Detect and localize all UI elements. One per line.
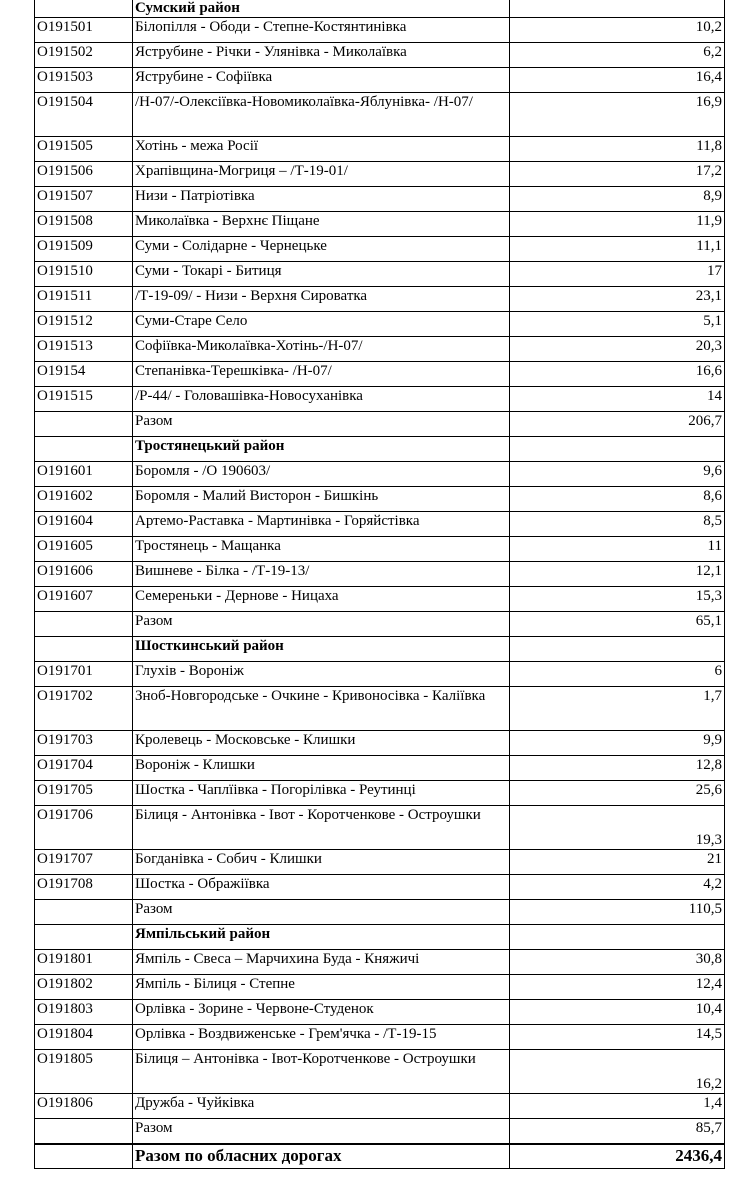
road-length-cell [510, 925, 725, 950]
table-row [35, 1050, 725, 1094]
road-name-cell: Вишневе - Білка - /Т-19-13/ [133, 562, 510, 587]
table-row [35, 1025, 725, 1050]
table-row [35, 512, 725, 537]
road-length-cell: 11 [510, 537, 725, 562]
road-code-cell [35, 0, 133, 18]
table-row [35, 68, 725, 93]
road-code-cell: О191606 [35, 562, 133, 587]
table-row [35, 362, 725, 387]
table-row [35, 43, 725, 68]
road-code-cell: О191704 [35, 756, 133, 781]
road-name-cell: Разом [133, 412, 510, 437]
road-code-cell [35, 637, 133, 662]
table-row [35, 950, 725, 975]
road-name-cell: Глухів - Вороніж [133, 662, 510, 687]
road-name-cell: Суми-Старе Село [133, 312, 510, 337]
road-name-cell: /Н-07/-Олексіївка-Новомиколаївка-Яблунівка- /Н-07/ [133, 93, 510, 137]
road-code-cell [35, 900, 133, 925]
road-name-cell: Степанівка-Терешківка- /Н-07/ [133, 362, 510, 387]
road-code-cell [35, 1144, 133, 1169]
road-name-cell: Яструбине - Софіївка [133, 68, 510, 93]
road-name-cell: Богданівка - Собич - Клишки [133, 850, 510, 875]
road-length-cell: 21 [510, 850, 725, 875]
road-length-cell: 11,1 [510, 237, 725, 262]
road-length-cell: 1,4 [510, 1094, 725, 1119]
road-code-cell: О191605 [35, 537, 133, 562]
road-name-cell: Разом [133, 1119, 510, 1144]
road-length-cell: 25,6 [510, 781, 725, 806]
table-row [35, 806, 725, 850]
road-code-cell: О191505 [35, 137, 133, 162]
road-code-cell [35, 925, 133, 950]
road-code-cell: О191708 [35, 875, 133, 900]
road-name-cell: Разом [133, 900, 510, 925]
road-code-cell: О191513 [35, 337, 133, 362]
road-length-cell: 14 [510, 387, 725, 412]
road-name-cell: Боромля - /О 190603/ [133, 462, 510, 487]
road-length-cell: 8,6 [510, 487, 725, 512]
road-name-cell: Білиця - Антонівка - Івот - Коротченкове - Остроушки [133, 806, 510, 850]
road-code-cell: О191512 [35, 312, 133, 337]
road-code-cell: О191604 [35, 512, 133, 537]
road-name-cell: Семереньки - Дернове - Ницаха [133, 587, 510, 612]
road-name-cell: Ямпіль - Білиця - Степне [133, 975, 510, 1000]
road-length-cell: 110,5 [510, 900, 725, 925]
table-row [35, 162, 725, 187]
table-row [35, 850, 725, 875]
road-length-cell: 65,1 [510, 612, 725, 637]
road-name-cell: Хотінь - межа Росії [133, 137, 510, 162]
road-code-cell: О191501 [35, 18, 133, 43]
table-row [35, 137, 725, 162]
road-code-cell: О191804 [35, 1025, 133, 1050]
road-length-cell: 16,4 [510, 68, 725, 93]
road-name-cell: Яструбине - Річки - Улянівка - Миколаївка [133, 43, 510, 68]
road-code-cell: О191509 [35, 237, 133, 262]
district-heading-row [35, 437, 725, 462]
table-row [35, 312, 725, 337]
road-length-cell: 10,2 [510, 18, 725, 43]
road-length-cell [510, 637, 725, 662]
road-length-cell [510, 437, 725, 462]
district-total-row [35, 612, 725, 637]
road-code-cell: О191702 [35, 687, 133, 731]
road-code-cell: О191803 [35, 1000, 133, 1025]
road-length-cell: 19,3 [510, 806, 725, 850]
grand-total-row [35, 1144, 725, 1169]
road-length-cell: 16,2 [510, 1050, 725, 1094]
road-name-cell: Кролевець - Московське - Клишки [133, 731, 510, 756]
district-total-row [35, 900, 725, 925]
road-code-cell: О191607 [35, 587, 133, 612]
road-name-cell: Ямпіль - Свеса – Марчихина Буда - Княжичі [133, 950, 510, 975]
road-length-cell: 4,2 [510, 875, 725, 900]
table-row [35, 237, 725, 262]
road-code-cell [35, 437, 133, 462]
road-length-cell: 16,9 [510, 93, 725, 137]
road-length-cell: 20,3 [510, 337, 725, 362]
road-name-cell: Орлівка - Зорине - Червоне-Студенок [133, 1000, 510, 1025]
table-row [35, 93, 725, 137]
district-total-row [35, 1119, 725, 1144]
road-name-cell: /Т-19-09/ - Низи - Верхня Сироватка [133, 287, 510, 312]
road-length-cell: 85,7 [510, 1119, 725, 1144]
road-length-cell: 12,1 [510, 562, 725, 587]
road-name-cell: Боромля - Малий Висторон - Бишкінь [133, 487, 510, 512]
road-code-cell: О191801 [35, 950, 133, 975]
road-code-cell: О191805 [35, 1050, 133, 1094]
road-length-cell: 206,7 [510, 412, 725, 437]
road-name-cell: Низи - Патріотівка [133, 187, 510, 212]
road-code-cell: О191503 [35, 68, 133, 93]
road-name-cell: Шостка - Ображіївка [133, 875, 510, 900]
district-name-cell: Тростянецький район [133, 437, 510, 462]
district-heading-row [35, 0, 725, 18]
road-code-cell: О191602 [35, 487, 133, 512]
road-length-cell: 6,2 [510, 43, 725, 68]
road-name-cell: Суми - Солідарне - Чернецьке [133, 237, 510, 262]
road-code-cell: О191502 [35, 43, 133, 68]
district-name-cell: Сумский район [133, 0, 510, 18]
road-name-cell: Зноб-Новгородське - Очкине - Кривоносівка - Каліївка [133, 687, 510, 731]
road-name-cell: /Р-44/ - Головашівка-Новосуханівка [133, 387, 510, 412]
table-row [35, 212, 725, 237]
table-row [35, 337, 725, 362]
table-row [35, 662, 725, 687]
table-row [35, 756, 725, 781]
road-name-cell: Артемо-Раставка - Мартинівка - Горяйстівка [133, 512, 510, 537]
table-row [35, 562, 725, 587]
table-row [35, 462, 725, 487]
table-row [35, 587, 725, 612]
road-code-cell: О191707 [35, 850, 133, 875]
road-code-cell: О191701 [35, 662, 133, 687]
road-name-cell: Разом [133, 612, 510, 637]
road-length-cell: 15,3 [510, 587, 725, 612]
road-code-cell: О19154 [35, 362, 133, 387]
table-row [35, 187, 725, 212]
table-row [35, 781, 725, 806]
district-heading-row [35, 925, 725, 950]
road-length-cell: 30,8 [510, 950, 725, 975]
table-row [35, 875, 725, 900]
road-code-cell: О191506 [35, 162, 133, 187]
road-code-cell: О191703 [35, 731, 133, 756]
table-row [35, 1000, 725, 1025]
district-name-cell: Шосткинський район [133, 637, 510, 662]
road-name-cell: Суми - Токарі - Битиця [133, 262, 510, 287]
road-name-cell: Миколаївка - Верхнє Піщане [133, 212, 510, 237]
table-row [35, 1094, 725, 1119]
road-code-cell [35, 1119, 133, 1144]
road-length-cell: 11,9 [510, 212, 725, 237]
table-row [35, 487, 725, 512]
road-length-cell: 23,1 [510, 287, 725, 312]
road-length-cell: 14,5 [510, 1025, 725, 1050]
district-total-row [35, 412, 725, 437]
road-code-cell [35, 612, 133, 637]
road-name-cell: Білиця – Антонівка - Івот-Коротченкове - Остроушки [133, 1050, 510, 1094]
road-length-cell: 6 [510, 662, 725, 687]
road-name-cell: Разом по обласних дорогах [133, 1144, 510, 1169]
road-length-cell: 5,1 [510, 312, 725, 337]
table-row [35, 18, 725, 43]
road-code-cell: О191601 [35, 462, 133, 487]
road-length-cell: 17 [510, 262, 725, 287]
table-body [35, 0, 725, 1169]
road-name-cell: Орлівка - Воздвиженське - Грем'ячка - /Т-19-15 [133, 1025, 510, 1050]
road-name-cell: Храпівщина-Могриця – /Т-19-01/ [133, 162, 510, 187]
road-length-cell: 2436,4 [510, 1144, 725, 1169]
district-heading-row [35, 637, 725, 662]
table-row [35, 731, 725, 756]
district-name-cell: Ямпільський район [133, 925, 510, 950]
road-length-cell: 9,9 [510, 731, 725, 756]
road-code-cell [35, 412, 133, 437]
road-name-cell: Вороніж - Клишки [133, 756, 510, 781]
table-row [35, 387, 725, 412]
road-code-cell: О191507 [35, 187, 133, 212]
road-length-cell: 1,7 [510, 687, 725, 731]
road-length-cell: 10,4 [510, 1000, 725, 1025]
road-name-cell: Тростянець - Мащанка [133, 537, 510, 562]
road-name-cell: Софіївка-Миколаївка-Хотінь-/Н-07/ [133, 337, 510, 362]
road-length-cell: 17,2 [510, 162, 725, 187]
road-name-cell: Шостка - Чаплїівка - Погорілівка - Реутинці [133, 781, 510, 806]
road-length-cell [510, 0, 725, 18]
road-name-cell: Дружба - Чуйківка [133, 1094, 510, 1119]
road-length-cell: 8,5 [510, 512, 725, 537]
road-code-cell: О191511 [35, 287, 133, 312]
road-length-cell: 16,6 [510, 362, 725, 387]
road-length-cell: 12,4 [510, 975, 725, 1000]
road-code-cell: О191515 [35, 387, 133, 412]
table-row [35, 975, 725, 1000]
road-code-cell: О191508 [35, 212, 133, 237]
road-code-cell: О191806 [35, 1094, 133, 1119]
road-length-cell: 8,9 [510, 187, 725, 212]
table-row [35, 262, 725, 287]
table-row [35, 537, 725, 562]
road-code-cell: О191705 [35, 781, 133, 806]
road-code-cell: О191706 [35, 806, 133, 850]
road-code-cell: О191802 [35, 975, 133, 1000]
road-length-cell: 11,8 [510, 137, 725, 162]
table-row [35, 287, 725, 312]
road-code-cell: О191510 [35, 262, 133, 287]
road-code-cell: О191504 [35, 93, 133, 137]
road-length-table [34, 0, 725, 1169]
road-length-cell: 12,8 [510, 756, 725, 781]
road-length-cell: 9,6 [510, 462, 725, 487]
road-name-cell: Білопілля - Ободи - Степне-Костянтинівка [133, 18, 510, 43]
table-row [35, 687, 725, 731]
